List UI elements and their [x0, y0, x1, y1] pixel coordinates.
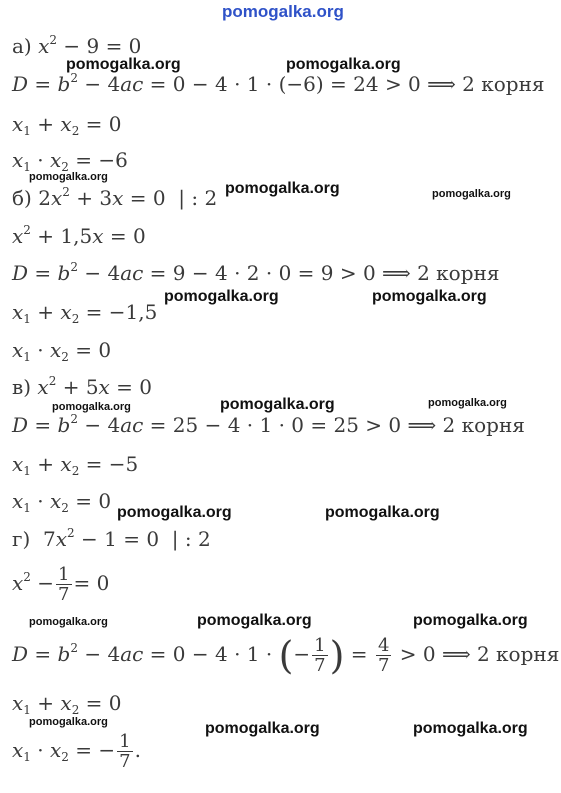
part-b-equation: б) $2x^2 + 3x = 0$ | : 2 [12, 185, 218, 210]
watermark: pomogalka.org [225, 180, 340, 197]
part-b-product: $x_1 \cdot x_2 = 0$ [12, 338, 112, 364]
part-a-label: а) [12, 34, 32, 58]
part-c-discriminant: $D = b^2 - 4ac = 25 - 4 \cdot 1 \cdot 0 = 25 > 0$ ⟹ 2 корня [12, 412, 525, 437]
part-d-discriminant: $D = b^2 - 4ac = 0 - 4 \cdot 1$ · (− $\frac{1}{7}$ ) = $\frac{4}{7}$ > 0 ⟹ 2 корня [12, 633, 560, 678]
part-d-equation: г) $7x^2 - 1 = 0$ | : 2 [12, 526, 211, 551]
part-b-discriminant: $D = b^2 - 4ac = 9 - 4 \cdot 2 \cdot 0 = 9 > 0$ ⟹ 2 корня [12, 260, 500, 285]
watermark: pomogalka.org [286, 56, 401, 73]
part-a-product: $x_1 \cdot x_2 = -6$ [12, 148, 128, 174]
part-a-equation: а) $x^2 - 9 = 0$ [12, 33, 142, 58]
watermark: pomogalka.org [220, 396, 335, 413]
watermark: pomogalka.org [413, 612, 528, 629]
part-d-product: $x_1 \cdot x_2$ = − $\frac{1}{7}$ . [12, 731, 141, 772]
part-c-sum: $x_1 + x_2 = -5$ [12, 452, 139, 478]
part-c-label: в) [12, 375, 32, 399]
fraction-1-7: $\frac{1}{7}$ [58, 564, 70, 605]
fraction-1-7: $\frac{1}{7}$ [314, 635, 326, 676]
watermark: pomogalka.org [164, 288, 279, 305]
watermark: pomogalka.org [29, 171, 108, 183]
part-a-discriminant: $D = b^2 - 4ac = 0 - 4 \cdot 1 \cdot (-6) = 24 > 0$ ⟹ 2 корня [12, 71, 545, 96]
site-header-link[interactable]: pomogalka.org [222, 2, 344, 21]
part-c-product: $x_1 \cdot x_2 = 0$ [12, 489, 112, 515]
part-d-label: г) [12, 527, 31, 551]
part-b-equation-2: $x^2 + 1,5x = 0$ [12, 223, 146, 248]
watermark: pomogalka.org [52, 401, 131, 413]
fraction-4-7: $\frac{4}{7}$ [377, 635, 390, 676]
watermark: pomogalka.org [432, 188, 511, 200]
part-b-label: б) [12, 186, 32, 210]
watermark: pomogalka.org [29, 616, 108, 628]
watermark: pomogalka.org [197, 612, 312, 629]
watermark: pomogalka.org [117, 504, 232, 521]
part-d-sum: $x_1 + x_2 = 0$ [12, 691, 122, 717]
fraction-1-7: $\frac{1}{7}$ [119, 731, 131, 772]
watermark: pomogalka.org [66, 56, 181, 73]
watermark: pomogalka.org [205, 720, 320, 737]
watermark: pomogalka.org [372, 288, 487, 305]
watermark: pomogalka.org [428, 397, 507, 409]
watermark: pomogalka.org [325, 504, 440, 521]
part-b-sum: $x_1 + x_2 = -1,5$ [12, 300, 158, 326]
watermark: pomogalka.org [29, 716, 108, 728]
watermark: pomogalka.org [413, 720, 528, 737]
part-c-equation: в) $x^2 + 5x = 0$ [12, 374, 153, 399]
part-a-sum: $x_1 + x_2 = 0$ [12, 112, 122, 138]
part-d-equation-2: $x^2$ − $\frac{1}{7}$ = 0 [12, 564, 110, 605]
